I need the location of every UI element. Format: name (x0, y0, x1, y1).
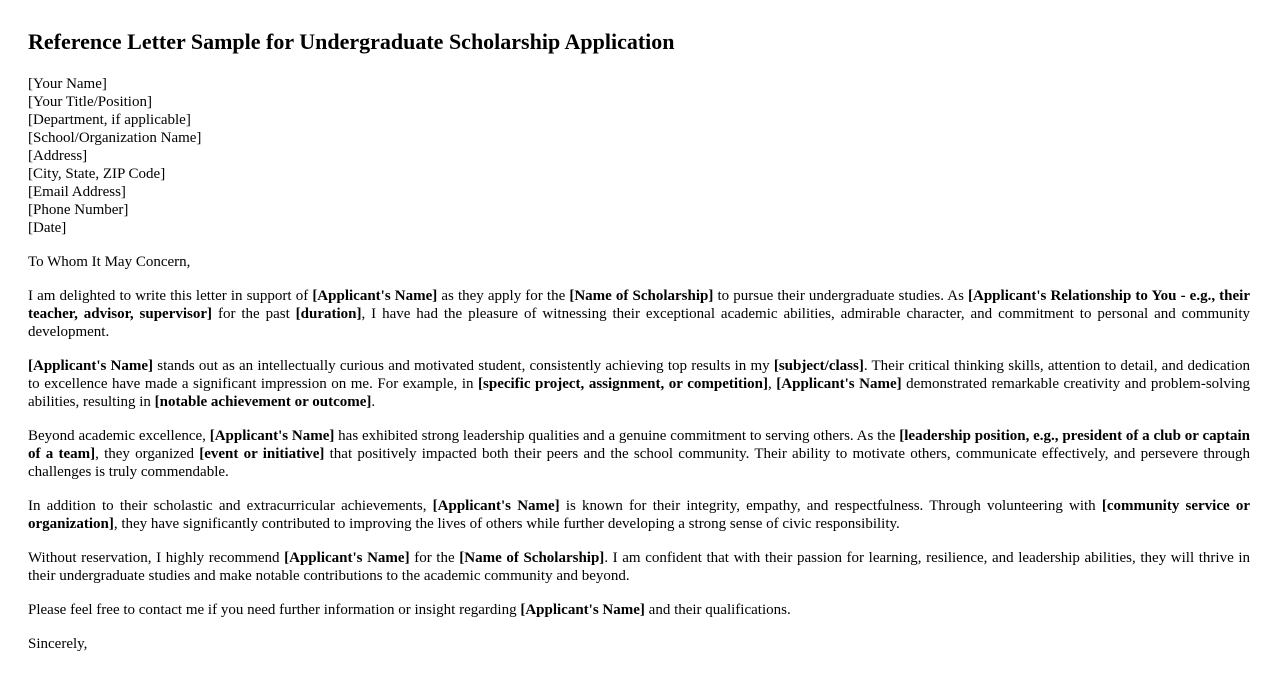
paragraph-text: that positively impacted both their peers and the school community. Their ability to motivate others, communicate effectively, and persevere through challenges is truly commendable. (28, 446, 1250, 480)
paragraph-text: , I have had the pleasure of witnessing their exceptional academic abilities, admirable character, and commitment to personal and community development. (28, 306, 1250, 340)
closing: Sincerely, (28, 636, 88, 652)
sender-name: [Your Name] (28, 76, 107, 92)
body-paragraph (28, 601, 1250, 619)
placeholder-text: [specific project, assignment, or competition] (478, 376, 769, 392)
paragraph-text: , they organized (95, 446, 200, 462)
sender-city-state-zip: [City, State, ZIP Code] (28, 166, 166, 182)
paragraph-text: demonstrated remarkable creativity and problem-solving abilities, resulting in (28, 376, 1251, 410)
placeholder-text: [subject/class] (773, 358, 864, 374)
body-paragraph (28, 287, 1250, 341)
paragraph-text: for the past (212, 306, 296, 322)
paragraph-text: . (371, 394, 376, 410)
sender-address-block (28, 75, 1250, 237)
paragraph-text: . I am confident that with their passion for learning, resilience, and leadership abilities, they will thrive in their undergraduate studies and make notable contributions to the academic community and beyond. (28, 550, 1251, 584)
page-title: Reference Letter Sample for Undergraduate Scholarship Application (28, 29, 675, 54)
placeholder-text: [duration] (295, 306, 362, 322)
sender-title: [Your Title/Position] (28, 94, 152, 110)
placeholder-text: [Applicant's Name] (312, 288, 438, 304)
placeholder-text: [event or initiative] (199, 446, 325, 462)
placeholder-text: [Applicant's Name] (776, 376, 902, 392)
sender-department: [Department, if applicable] (28, 112, 191, 128)
sender-address: [Address] (28, 148, 88, 164)
letter-body (28, 287, 1250, 619)
body-paragraph (28, 357, 1250, 411)
placeholder-text: [leadership position, e.g., president of a club or captain of a team] (28, 428, 1250, 462)
paragraph-text: , they have significantly contributed to improving the lives of others while further developing a strong sense of civic responsibility. (113, 516, 900, 532)
letter-date: [Date] (28, 220, 67, 236)
body-paragraph (28, 549, 1250, 585)
placeholder-text: [notable achievement or outcome] (154, 394, 372, 410)
placeholder-text: [Applicant's Relationship to You - e.g., their teacher, advisor, supervisor] (28, 288, 1251, 322)
paragraph-text: . Their critical thinking skills, attention to detail, and dedication to excellence have made a significant impression on me. For example, in (28, 358, 1251, 392)
placeholder-text: [Name of Scholarship] (569, 288, 714, 304)
placeholder-text: [Applicant's Name] (432, 498, 560, 514)
placeholder-text: [Applicant's Name] (209, 428, 335, 444)
paragraph-text: has exhibited strong leadership qualities and a genuine commitment to serving others. As the (334, 428, 900, 444)
body-paragraph (28, 427, 1250, 481)
sender-phone: [Phone Number] (28, 202, 129, 218)
placeholder-text: [Name of Scholarship] (459, 550, 605, 566)
paragraph-text: for the (409, 550, 460, 566)
paragraph-text: Please feel free to contact me if you need further information or insight regarding (28, 602, 521, 618)
body-paragraph (28, 497, 1250, 533)
paragraph-text: to pursue their undergraduate studies. As (713, 288, 969, 304)
placeholder-text: [Applicant's Name] (28, 358, 154, 374)
salutation: To Whom It May Concern, (28, 254, 191, 270)
paragraph-text: I am delighted to write this letter in support of (28, 288, 313, 304)
sender-organization: [School/Organization Name] (28, 130, 202, 146)
paragraph-text: , (768, 376, 777, 392)
paragraph-text: and their qualifications. (644, 602, 791, 618)
paragraph-text: Beyond academic excellence, (28, 428, 210, 444)
placeholder-text: [community service or organization] (28, 498, 1250, 532)
placeholder-text: [Applicant's Name] (520, 602, 645, 618)
letter-page (0, 30, 1278, 653)
paragraph-text: In addition to their scholastic and extracurricular achievements, (28, 498, 433, 514)
placeholder-text: [Applicant's Name] (284, 550, 410, 566)
paragraph-text: Without reservation, I highly recommend (28, 550, 285, 566)
paragraph-text: as they apply for the (437, 288, 570, 304)
paragraph-text: is known for their integrity, empathy, and respectfulness. Through volunteering with (559, 498, 1102, 514)
paragraph-text: stands out as an intellectually curious and motivated student, consistently achieving top results in my (153, 358, 774, 374)
sender-email: [Email Address] (28, 184, 126, 200)
